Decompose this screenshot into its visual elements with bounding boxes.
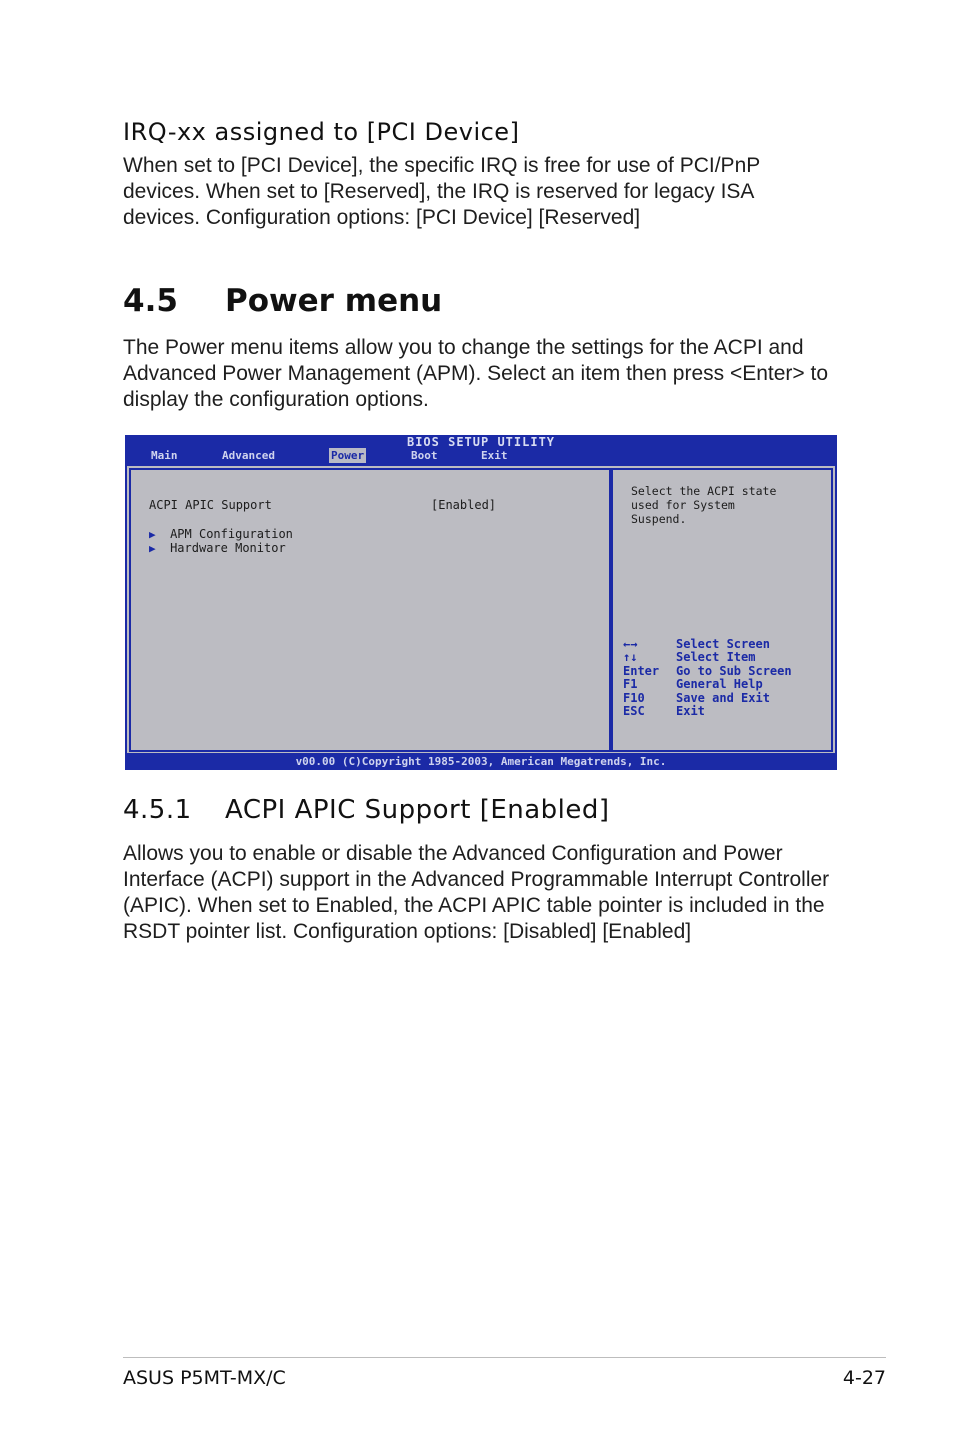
- submenu-arrow-icon: ▶: [149, 528, 156, 541]
- irq-line: devices. When set to [Reserved], the IRQ is reserved for legacy ISA: [123, 180, 755, 203]
- key-row: [623, 705, 792, 718]
- acpi-line: Allows you to enable or disable the Advanced Configuration and Power: [123, 842, 783, 865]
- bios-tab-main[interactable]: Main: [151, 449, 178, 462]
- acpi-line: Interface (ACPI) support in the Advanced Programmable Interrupt Controller: [123, 868, 830, 891]
- submenu-apm[interactable]: [149, 527, 293, 542]
- bios-screenshot: [125, 435, 837, 770]
- bios-tab-bar: [125, 448, 837, 464]
- irq-line: When set to [PCI Device], the specific IRQ is free for use of PCI/PnP: [123, 154, 761, 177]
- section-heading: [123, 283, 442, 319]
- help-line: used for System: [631, 498, 735, 512]
- key-legend: [623, 638, 792, 718]
- help-line: Select the ACPI state: [631, 484, 777, 498]
- key-name: F1: [623, 677, 638, 692]
- bios-copyright: v00.00 (C)Copyright 1985-2003, American Megatrends, Inc.: [295, 755, 667, 768]
- key-action: Go to Sub Screen: [676, 663, 792, 678]
- key-row: [623, 651, 792, 664]
- setting-label[interactable]: ACPI APIC Support: [149, 498, 272, 512]
- key-name: ↑↓: [623, 650, 638, 665]
- acpi-line: (APIC). When set to Enabled, the ACPI APIC table pointer is included in the: [123, 894, 825, 917]
- submenu-arrow-icon: ▶: [149, 542, 156, 555]
- bios-title: BIOS SETUP UTILITY: [406, 435, 556, 449]
- submenu-label: Hardware Monitor: [170, 541, 286, 555]
- key-action: Exit: [676, 704, 705, 719]
- bios-main-panel: [127, 466, 835, 753]
- key-name: Enter: [623, 663, 660, 678]
- bios-tab-boot[interactable]: Boot: [411, 449, 438, 462]
- irq-paragraph: [123, 153, 843, 231]
- setting-value[interactable]: [Enabled]: [431, 498, 497, 512]
- irq-heading: IRQ-xx assigned to [PCI Device]: [123, 118, 520, 146]
- power-line: display the configuration options.: [123, 388, 429, 411]
- power-paragraph: [123, 335, 843, 413]
- bios-tab-advanced[interactable]: Advanced: [222, 449, 275, 462]
- key-action: Save and Exit: [676, 690, 770, 705]
- help-text: [631, 484, 776, 526]
- footer-model: ASUS P5MT-MX/C: [123, 1367, 286, 1389]
- key-action: Select Screen: [676, 637, 770, 651]
- key-row: [623, 665, 792, 678]
- section-number: 4.5: [123, 283, 178, 319]
- bios-tab-exit[interactable]: Exit: [481, 449, 508, 462]
- key-name: F10: [623, 690, 645, 705]
- key-action: General Help: [676, 677, 763, 692]
- key-action: Select Item: [676, 650, 756, 665]
- power-line: The Power menu items allow you to change the settings for the ACPI and: [123, 336, 804, 359]
- footer-page-number: 4-27: [842, 1367, 886, 1389]
- key-name: ESC: [623, 704, 645, 719]
- bios-settings-pane: [129, 468, 611, 752]
- acpi-paragraph: [123, 841, 863, 945]
- key-row: [623, 678, 792, 691]
- key-name: ←→: [623, 637, 638, 651]
- help-line: Suspend.: [631, 512, 687, 526]
- irq-line: devices. Configuration options: [PCI Device] [Reserved]: [123, 206, 641, 229]
- power-line: Advanced Power Management (APM). Select an item then press <Enter> to: [123, 362, 829, 385]
- submenu-hardware-monitor[interactable]: [149, 541, 286, 556]
- acpi-line: RSDT pointer list. Configuration options: [Disabled] [Enabled]: [123, 920, 692, 943]
- submenu-label: APM Configuration: [170, 527, 293, 541]
- bios-help-pane: [611, 468, 833, 752]
- footer-divider: [123, 1357, 886, 1358]
- subsection-title: ACPI APIC Support [Enabled]: [225, 795, 610, 825]
- key-row: [623, 638, 792, 651]
- section-title: Power menu: [225, 283, 443, 319]
- subsection-number: 4.5.1: [123, 795, 192, 825]
- subsection-heading: [123, 795, 610, 825]
- bios-tab-power[interactable]: Power: [331, 449, 365, 462]
- key-row: [623, 692, 792, 705]
